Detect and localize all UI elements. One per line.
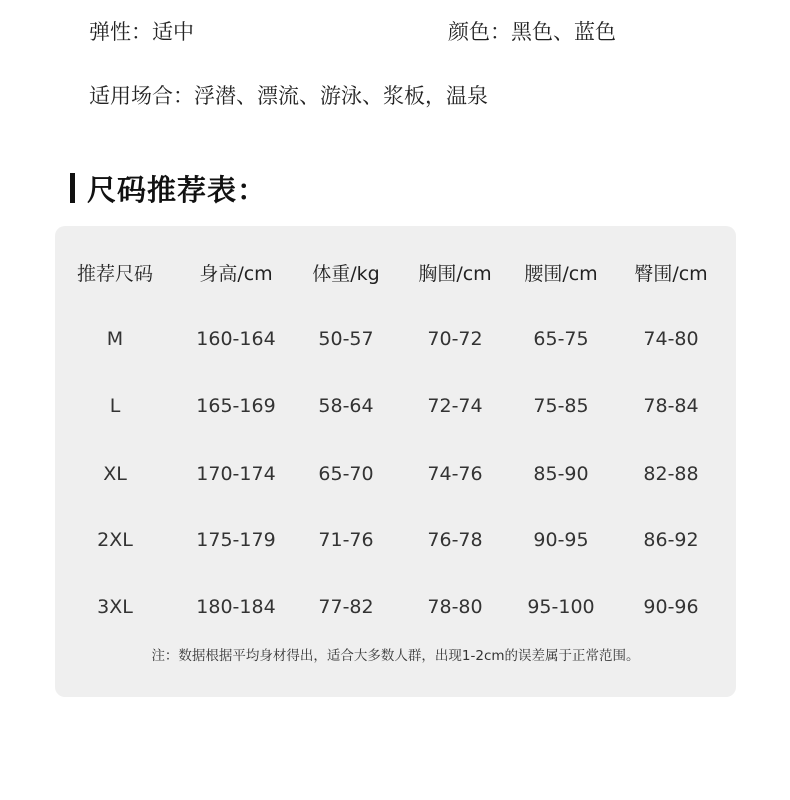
table-header-cell: 腰围/cm: [524, 262, 598, 285]
table-cell: 71-76: [318, 529, 374, 551]
table-header-cell: 身高/cm: [199, 262, 273, 285]
table-cell: 76-78: [427, 529, 483, 551]
section-title: 尺码推荐表：: [87, 172, 268, 207]
table-row: [55, 520, 736, 560]
table-cell: 165-169: [196, 395, 276, 417]
table-header-row: [55, 252, 736, 292]
table-row: [55, 319, 736, 359]
size-chart-note: 注：数据根据平均身材得出，适合大多数人群，出现1-2cm的误差属于正常范围。: [151, 648, 640, 664]
table-cell: 78-80: [427, 596, 483, 618]
table-cell: 160-164: [196, 328, 276, 350]
table-cell: 74-80: [643, 328, 699, 350]
attr-usage: 适用场合：浮潜、漂流、游泳、浆板，温泉: [89, 84, 488, 108]
table-cell: 90-96: [643, 596, 699, 618]
table-cell: 74-76: [427, 463, 483, 485]
table-cell: 95-100: [527, 596, 595, 618]
table-cell: 75-85: [533, 395, 589, 417]
table-cell: 58-64: [318, 395, 374, 417]
size-chart-card: [55, 226, 736, 697]
table-cell: 85-90: [533, 463, 589, 485]
table-row: [55, 386, 736, 426]
table-cell: 78-84: [643, 395, 699, 417]
table-cell: 3XL: [97, 596, 133, 618]
table-cell: 70-72: [427, 328, 483, 350]
table-header-cell: 体重/kg: [312, 262, 380, 285]
table-cell: L: [109, 395, 121, 417]
table-header-cell: 胸围/cm: [418, 262, 492, 285]
table-cell: 170-174: [196, 463, 276, 485]
table-cell: 72-74: [427, 395, 483, 417]
table-cell: 50-57: [318, 328, 374, 350]
table-cell: 2XL: [97, 529, 133, 551]
table-cell: 65-75: [533, 328, 589, 350]
table-cell: 65-70: [318, 463, 374, 485]
attr-color: 颜色：黑色、蓝色: [448, 20, 616, 44]
table-header-cell: 推荐尺码: [76, 262, 153, 285]
table-cell: 180-184: [196, 596, 276, 618]
table-header-cell: 臀围/cm: [634, 262, 708, 285]
table-cell: 175-179: [196, 529, 276, 551]
table-cell: 82-88: [643, 463, 699, 485]
attr-elasticity: 弹性：适中: [89, 20, 194, 44]
section-heading: [70, 170, 267, 206]
table-cell: M: [106, 328, 124, 350]
table-row: [55, 587, 736, 627]
heading-bar: [70, 173, 75, 203]
table-cell: 90-95: [533, 529, 589, 551]
table-cell: 77-82: [318, 596, 374, 618]
table-cell: 86-92: [643, 529, 699, 551]
table-cell: XL: [103, 463, 127, 485]
table-row: [55, 454, 736, 494]
